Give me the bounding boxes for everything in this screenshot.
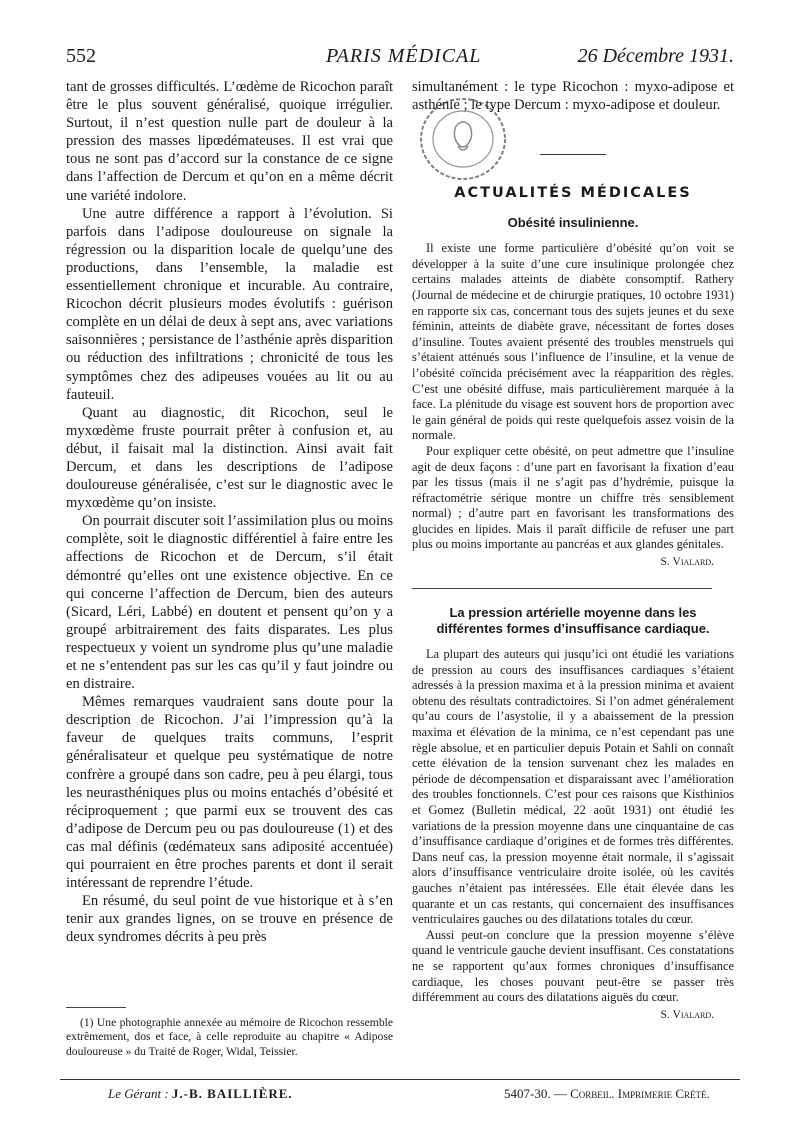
page-number: 552 (66, 45, 96, 67)
article-divider (412, 588, 712, 589)
continuation-text: simultanément : le type Ricochon : myxo-adipose et asthénie ; le type Dercum : myxo-adipose et douleur. (412, 79, 734, 114)
printer-imprint: 5407-30. — Corbeil. Imprimerie Crété. (504, 1086, 710, 1101)
left-paragraph: On pourrait discuter soit l’assimilation plus ou moins complète, soit le diagnostic différentiel à faire entre les affections de Ricochon et de Dercum, s’il était démontré qu’elles ont une existence objective. En ce qui concerne l’affection de Dercum, bien des auteurs (Sicard, Léri, Labbé) en doutent et pensent qu’on y a groupé arbitrairement des faits disparates. Les plus respectueux y voient un syndrome plus qu’une maladie et ne s’entendent pas sur les cas qu’il y faut joindre ou en distraire. (66, 513, 393, 693)
section-heading: ACTUALITÉS MÉDICALES (454, 185, 692, 202)
article-paragraph: Il existe une forme particulière d’obésité qu’on voit se développer à la suite d’une cure insulinique prolongée chez certains malades atteints de diabète consomptif. Rathery (Journal de médecine et de chirurgie pratiques, 10 octobre 1931) en rapporte six cas, concernant tous des sujets jeunes et du sexe féminin, atteints de diabète grave, nécessitant de fortes doses d’insuline. Toutes avaient présenté des troubles menstruels qui s’étaient atténués sous l’influence de l’insuline, et la venue de l’obésité coïncida précisément avec la réapparition des règles. C’est une obésité diffuse, mais particulièrement marquée à la face. La plénitude du visage est souvent hors de proportion avec le gain général de poids qui reste quelquefois assez voisin de la normale. (412, 241, 734, 443)
left-paragraph: tant de grosses difficultés. L’œdème de Ricochon paraît être le plus souvent généralisé, quoique irrégulier. Surtout, il n’est question nulle part de douleur à la pression des masses lipœdémateuses. Il est vrai que tous ne sont pas d’accord sur la constance de ce signe dans l’affection de Dercum et qu’on en a même décrit une variété indolore. (66, 79, 393, 204)
article-title: Obésité insulinienne. (507, 215, 639, 231)
article-title: La pression artérielle moyenne dans les différentes formes d’insuffisance cardiaque. (436, 605, 710, 637)
left-paragraph: Quant au diagnostic, dit Ricochon, seul le myxœdème fruste pourrait prêter à confusion et, au début, il faisait mal la distinction. Ainsi avait fait Dercum, et dans les descriptions de l’adipose douloureuse généralisée, c’est sur le diagnostic avec le myxœdème qu’on insiste. (66, 404, 393, 512)
left-column (66, 78, 393, 947)
left-paragraph: Mêmes remarques vaudraient sans doute pour la description de Ricochon. J’ai l’impression qu’à la faveur de quelques traits communs, l’esprit généralisateur et quelque peu systématique de notre confrère a groupé dans son cadre, peu à peu élargi, tous les neurasthéniques plus ou moins entachés d’obésité et réciproquement ; que parmi eux se trouvent des cas d’adipose de Dercum peu ou pas douloureuse (1) et des cas mal définis (œdémateux sans adiposité accentuée) qui pourraient en être proches parents et dont il serait intéressant de reprendre l’étude. (66, 694, 393, 892)
footnote-divider (66, 1007, 126, 1008)
article-paragraph: Aussi peut-on conclure que la pression moyenne s’élève quand le ventricule gauche devient insuffisant. Ces constatations ne se rapportent qu’aux formes chroniques d’insuffisance cardiaque, les choses pouvant peut-être se passer très différemment au cours des dilatations aiguës du cœur. (412, 927, 734, 1005)
article-signature: S. Vialard. (660, 1007, 714, 1021)
page-footer (66, 1086, 734, 1106)
journal-title: PARIS MÉDICAL (326, 45, 482, 67)
article-paragraph: Pour expliquer cette obésité, on peut admettre que l’insuline agit de deux façons : d’une part en favorisant la fixation d’eau par les tissus (mais il ne s’agit pas d’hydrémie, puisque la réfractométrie sérique montre un chiffre très sensiblement normal) ; d’autre part en favorisant les transformations des glucides en lipides. Mais il paraît difficile de refuser une part plus ou moins importante au pancréas et aux glandes génitales. (412, 443, 734, 552)
right-column (412, 78, 734, 1021)
left-paragraph: En résumé, du seul point de vue historique et à s’en tenir aux grandes lignes, on se trouve en présence de deux syndromes décrits à peu près (66, 893, 393, 946)
library-stamp-icon (418, 96, 508, 182)
article-paragraph: La plupart des auteurs qui jusqu’ici ont étudié les variations de pression au cours des insuffisances cardiaques s’étaient adressés à la pression maxima et à la pression minima et avaient obtenu des résultats contradictoires. Si l’on admet généralement qu’au cours de l’asystolie, il y a abaissement de la pression maxima et élévation de la minima, ce n’est cependant pas une règle absolue, et en particulier depuis Potain et Sahli on connaît cette élévation de la tension survenant chez les malades en période de décompensation et disparaissant avec l’amélioration des troubles fonctionnels. C’est pour ces raisons que Kisthinios et Gomez (Bulletin médical, 22 août 1931) ont étudié les variations de la pression moyenne dans une cinquantaine de cas d’insuffisance cardiaque d’origines et de formes très différentes. Dans neuf cas, la pression moyenne était normale, il s’agissait alors d’insuffisance ventriculaire droite isolée, où les cavités gauches n’étaient pas intéressées. Elle était élevée dans les quarante et un cas restants, qui concernaient des insuffisances ventriculaires gauches ou des dilatations totales du cœur. (412, 647, 734, 927)
article-body (412, 647, 734, 1006)
article-body (412, 241, 734, 553)
gerant-name: J.-B. BAILLIÈRE. (171, 1086, 293, 1101)
gerant-label: Le Gérant : (108, 1086, 169, 1101)
publisher-credit (108, 1086, 293, 1102)
footnote: (1) Une photographie annexée au mémoire de Ricochon ressemble extrêmement, dos et face, à celle reproduite au chapitre « Adipose douloureuse » du Traité de Roger, Widal, Teissier. (66, 1016, 393, 1058)
section-divider (540, 154, 606, 155)
issue-date: 26 Décembre 1931. (577, 45, 734, 67)
left-paragraph: Une autre différence a rapport à l’évolution. Si parfois dans l’adipose douloureuse on signale la régression ou la disparition locale de quelqu’une des productions, dans l’ensemble, la maladie est essentiellement chronique et incurable. Au contraire, Ricochon décrit plusieurs modes évolutifs : guérison complète en un délai de deux à sept ans, avec variations saisonnières ; persistance de l’asthénie après disparition ou réduction des infiltrations ; chronicité de tous les symptômes chez des adipeuses vouées au lit ou au fauteuil. (66, 205, 393, 403)
footer-divider (60, 1079, 740, 1080)
page-header (66, 45, 734, 71)
article-signature: S. Vialard. (660, 555, 714, 569)
